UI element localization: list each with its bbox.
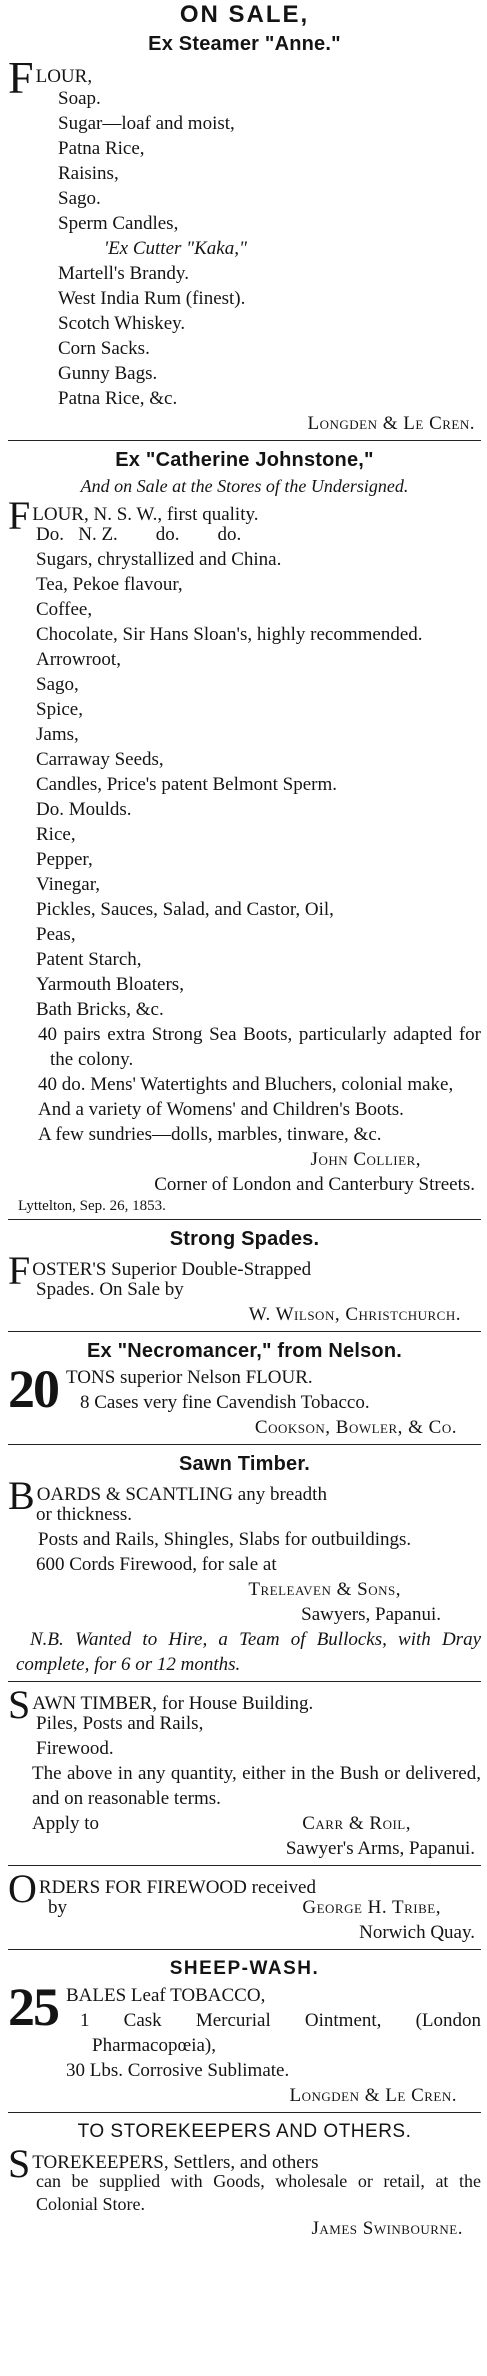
drop-number: 20 xyxy=(8,1359,58,1419)
list-item: Pickles, Sauces, Salad, and Castor, Oil, xyxy=(36,899,334,920)
list-item: Vinegar, xyxy=(36,874,101,895)
drop-cap: S xyxy=(8,1682,31,1727)
ad-necromancer xyxy=(8,1337,481,1440)
ad-catherine-johnstone xyxy=(8,446,481,1215)
ad-header: Strong Spades. xyxy=(169,1228,320,1250)
ad-subheader: And on Sale at the Stores of the Undersigned. xyxy=(80,476,409,496)
ad-note: N.B. Wanted to Hire, a Team of Bullocks, with Dray complete, for 6 or 12 months. xyxy=(16,1629,481,1675)
ad-signature: John Collier, xyxy=(310,1149,421,1170)
list-item: Candles, Price's patent Belmont Sperm. xyxy=(36,774,338,795)
ad-strong-spades xyxy=(8,1225,481,1327)
drop-cap: F xyxy=(8,493,31,538)
ad-signature: George H. Tribe, xyxy=(302,1897,441,1918)
ad-first-text: LOUR, N. S. W., first quality. xyxy=(32,504,259,525)
ad-address: Corner of London and Canterbury Streets. xyxy=(154,1174,475,1195)
drop-cap: F xyxy=(8,52,34,103)
ad-second-line: by xyxy=(48,1897,67,1918)
list-item: Jams, xyxy=(36,724,79,745)
list-item: Sago. xyxy=(58,188,101,209)
note-item: 40 pairs extra Strong Sea Boots, particularly adapted for the colony. xyxy=(38,1024,481,1070)
list-item: Sugar—loaf and moist, xyxy=(58,113,235,134)
drop-cap: F xyxy=(8,1248,31,1293)
column-rule xyxy=(8,1331,481,1332)
ad-subheader: Ex Steamer "Anne." xyxy=(148,33,341,55)
ad-header: Ex "Catherine Johnstone," xyxy=(115,449,374,471)
ad-signature: Cookson, Bowler, & Co. xyxy=(254,1417,457,1438)
list-item: Peas, xyxy=(36,924,76,945)
ad-signature-line2: Sawyers, Papanui. xyxy=(301,1604,441,1625)
ad-signature: James Swinbourne. xyxy=(311,2218,463,2239)
note-item: 40 do. Mens' Watertights and Bluchers, colonial make, xyxy=(38,1074,454,1095)
column-rule xyxy=(8,440,481,441)
ad-sawn-timber xyxy=(8,1450,481,1677)
ad-body-text: The above in any quantity, either in the Bush or delivered, and on reasonable terms. xyxy=(32,1763,481,1809)
notes-list xyxy=(8,1022,481,1147)
list-item: Pepper, xyxy=(36,849,93,870)
column-rule xyxy=(8,1949,481,1950)
list-item: 'Ex Cutter "Kaka," xyxy=(104,238,247,259)
list-item: 30 Lbs. Corrosive Sublimate. xyxy=(66,2060,290,2081)
ad-signature-line2: Sawyer's Arms, Papanui. xyxy=(285,1838,475,1859)
list-item: Firewood. xyxy=(36,1738,114,1759)
list-item: Piles, Posts and Rails, xyxy=(36,1713,204,1734)
list-item: Corn Sacks. xyxy=(58,338,150,359)
ad-steamer-anne xyxy=(8,0,481,436)
list-item: Carraway Seeds, xyxy=(36,749,164,770)
ad-second-line: or thickness. xyxy=(36,1504,133,1525)
list-item: Gunny Bags. xyxy=(58,363,158,384)
list-item: Coffee, xyxy=(36,599,93,620)
ad-header: Ex "Necromancer," from Nelson. xyxy=(86,1340,403,1362)
ad-first-line xyxy=(8,1359,481,1419)
ad-header: SHEEP-WASH. xyxy=(169,1958,320,1979)
ad-first-line xyxy=(8,1977,481,2083)
ad-first-text: RDERS FOR FIREWOOD received xyxy=(38,1877,316,1898)
ad-header: TO STOREKEEPERS AND OTHERS. xyxy=(77,2121,412,2142)
ad-signature: W. Wilson, Christchurch. xyxy=(248,1304,461,1325)
ad-first-text: TONS superior Nelson FLOUR. xyxy=(66,1367,313,1388)
ad-second-line: 8 Cases very fine Cavendish Tobacco. xyxy=(80,1392,370,1413)
list-item: Do. Moulds. xyxy=(36,799,132,820)
list-item: 600 Cords Firewood, for sale at xyxy=(36,1554,277,1575)
ad-header: ON SALE, xyxy=(179,1,310,28)
note-item: A few sundries—dolls, marbles, tinware, &c. xyxy=(38,1124,382,1145)
ad-first-block xyxy=(66,1365,481,1415)
list-item: Soap. xyxy=(58,88,101,109)
list-item: Do. N. Z. do. do. xyxy=(36,524,242,545)
list-item: 1 Cask Mercurial Ointment, (London Pharmacopœia), xyxy=(80,2010,481,2056)
list-item: Sago, xyxy=(36,674,79,695)
item-list xyxy=(8,522,481,1022)
list-item: Chocolate, Sir Hans Sloan's, highly recommended. xyxy=(36,624,423,645)
list-item: Spice, xyxy=(36,699,83,720)
ad-signature-line2: Norwich Quay. xyxy=(359,1922,475,1943)
column-rule xyxy=(8,1681,481,1682)
list-item: Sperm Candles, xyxy=(58,213,179,234)
list-item: Posts and Rails, Shingles, Slabs for outbuildings. xyxy=(38,1529,412,1550)
list-item: Bath Bricks, &c. xyxy=(36,999,164,1020)
column-rule xyxy=(8,1219,481,1220)
ad-dateline: Lyttelton, Sep. 26, 1853. xyxy=(18,1198,166,1214)
list-item: Patna Rice, xyxy=(58,138,145,159)
list-item: Martell's Brandy. xyxy=(58,263,189,284)
list-item: Patna Rice, &c. xyxy=(58,388,178,409)
list-item: Arrowroot, xyxy=(36,649,121,670)
ad-first-block xyxy=(66,1983,481,2083)
list-item: Sugars, chrystallized and China. xyxy=(36,549,282,570)
ad-first-text: OSTER'S Superior Double-Strapped xyxy=(32,1259,312,1280)
ad-first-text: TOREKEEPERS, Settlers, and others xyxy=(32,2152,319,2173)
list-item: Rice, xyxy=(36,824,76,845)
drop-number: 25 xyxy=(8,1977,58,2037)
list-item: Tea, Pekoe flavour, xyxy=(36,574,183,595)
item-list xyxy=(8,86,481,411)
ad-storekeepers xyxy=(8,2118,481,2241)
column-rule xyxy=(8,2112,481,2113)
column-rule xyxy=(8,1865,481,1866)
ad-signature: Treleaven & Sons, xyxy=(248,1579,401,1600)
ad-first-text: LOUR, xyxy=(35,66,93,87)
ad-first-text: BALES Leaf TOBACCO, xyxy=(66,1985,266,2006)
list-item: Raisins, xyxy=(58,163,119,184)
list-item: West India Rum (finest). xyxy=(58,288,246,309)
ad-signature: Longden & Le Cren. xyxy=(289,2085,457,2106)
drop-cap: S xyxy=(8,2141,31,2186)
ad-second-line: Spades. On Sale by xyxy=(36,1279,184,1300)
ad-apply-row xyxy=(8,1811,481,1836)
ad-sawn-timber-house xyxy=(8,1682,481,1861)
ad-signature: Longden & Le Cren. xyxy=(307,413,475,434)
list-item: Scotch Whiskey. xyxy=(58,313,186,334)
ad-apply-label: Apply to xyxy=(32,1813,100,1834)
ad-first-text: OARDS & SCANTLING any breadth xyxy=(36,1484,327,1505)
ad-sheep-wash xyxy=(8,1955,481,2108)
ad-header: Sawn Timber. xyxy=(179,1453,310,1475)
ad-signature: Carr & Roil, xyxy=(302,1813,411,1834)
ad-body-text: can be supplied with Goods, wholesale or retail, at the Colonial Store. xyxy=(36,2171,481,2214)
ad-firewood-orders xyxy=(8,1866,481,1945)
note-item: And a variety of Womens' and Children's Boots. xyxy=(38,1099,404,1120)
ad-first-text: AWN TIMBER, for House Building. xyxy=(32,1693,314,1714)
drop-cap: O xyxy=(8,1866,37,1911)
drop-cap: B xyxy=(8,1473,35,1518)
column-rule xyxy=(8,1444,481,1445)
list-item: Patent Starch, xyxy=(36,949,142,970)
list-item: Yarmouth Bloaters, xyxy=(36,974,184,995)
